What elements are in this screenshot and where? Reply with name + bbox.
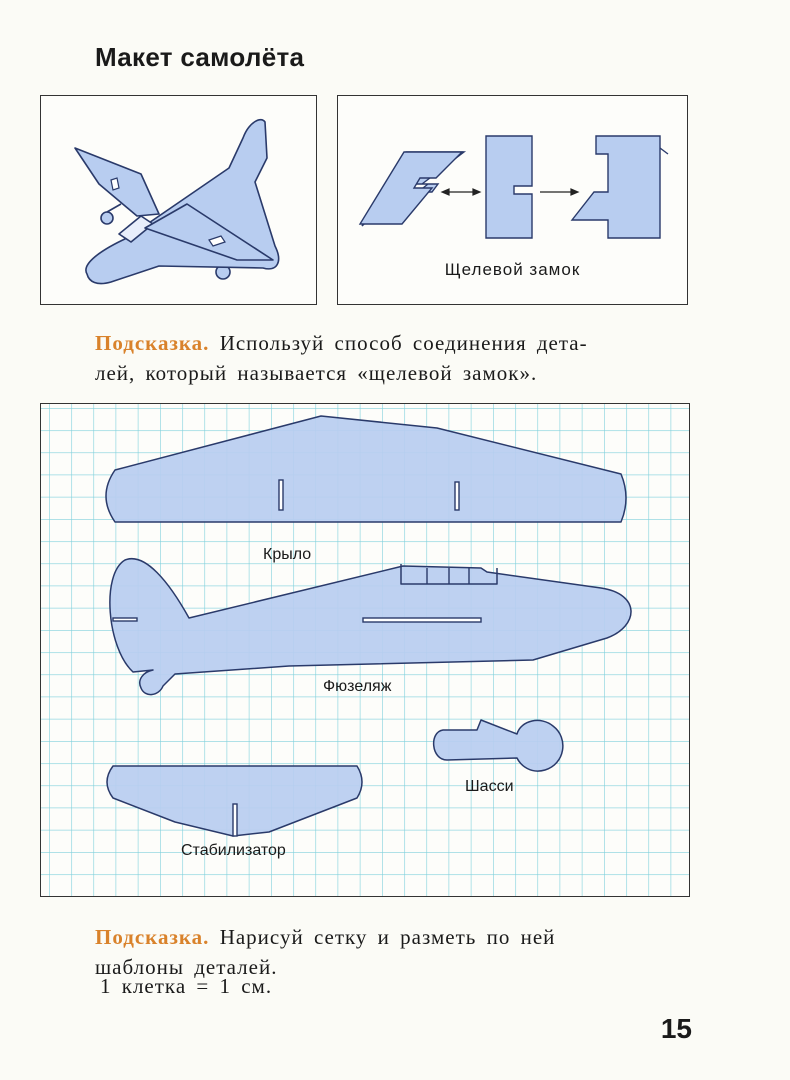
page-title: Макет самолёта [95,42,305,72]
plane-model-illustration [40,95,317,305]
plane-drawing [41,96,316,304]
hint-grid [95,922,695,982]
hint-text: Нарисуй сетку и разметь по ней [209,925,556,949]
hint-line-2: лей, который называется «щелевой замок». [95,361,538,385]
slot-lock-illustration [337,95,688,305]
hint-line-1 [95,328,695,358]
slot-lock-drawing [338,96,687,256]
template-grid [40,403,690,897]
hint-line-2: шаблоны деталей. [95,955,278,979]
hint-text: Используй способ соединения дета- [209,331,588,355]
scale-note: 1 клетка = 1 см. [100,974,273,998]
label-wing: Крыло [263,546,312,563]
hint-label: Подсказка. [95,925,210,949]
hint-label: Подсказка. [95,331,210,355]
hint-connection [95,328,695,388]
hint-line-1 [95,922,695,952]
label-fuselage: Фюзеляж [323,678,392,695]
grid-drawing [41,404,689,896]
page-number: 15 [660,1013,692,1044]
label-stabilizer: Стабилизатор [181,842,286,859]
slot-lock-caption: Щелевой замок [444,260,581,279]
label-gear: Шасси [465,778,514,795]
